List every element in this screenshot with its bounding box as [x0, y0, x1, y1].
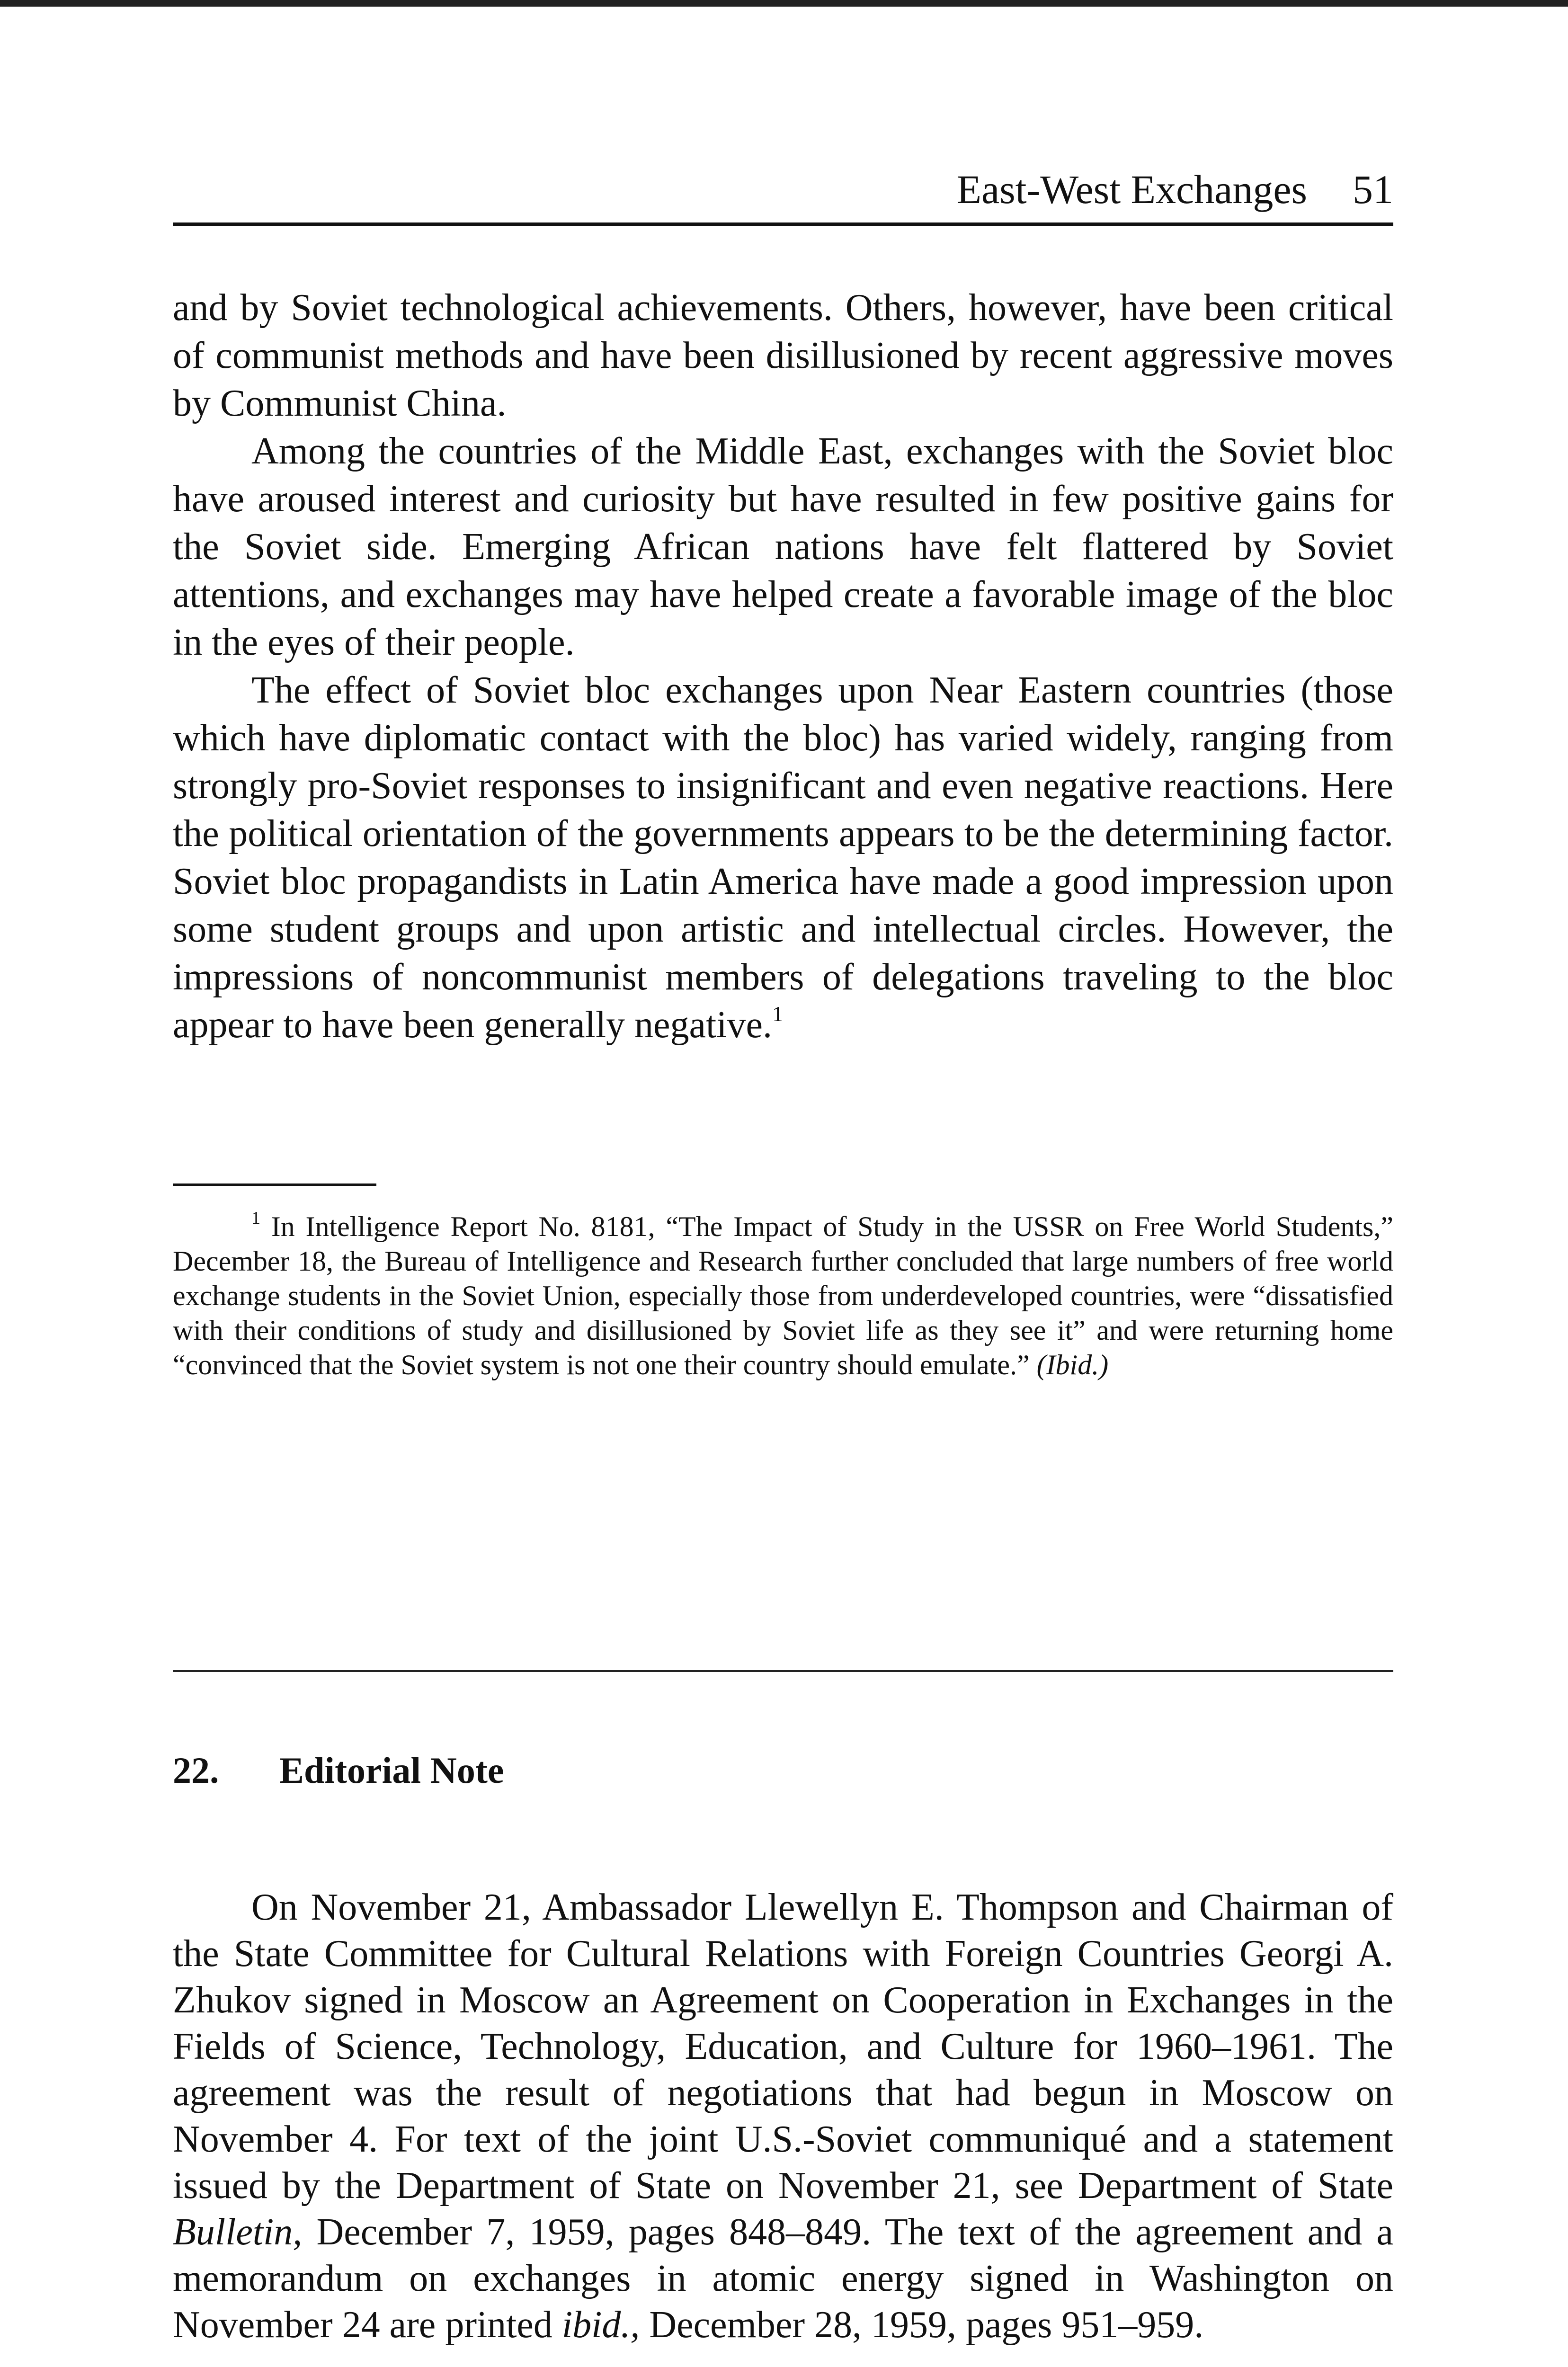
footnote — [173, 1210, 1393, 1382]
running-head — [173, 166, 1393, 213]
footnote-citation: (Ibid.) — [1036, 1349, 1109, 1380]
section-title: Editorial Note — [279, 1750, 504, 1791]
running-head-title: East-West Exchanges — [956, 167, 1307, 212]
footnote-reference: 1 — [772, 1002, 784, 1026]
publication-title: Bulletin, — [173, 2211, 303, 2253]
body-text — [173, 284, 1393, 1049]
header-rule — [173, 222, 1393, 226]
editorial-note-paragraph — [173, 1884, 1393, 2348]
editorial-text-part-1: On November 21, Ambassador Llewellyn E. Thompson and Chairman of the State Committee for Cultural Relations with Foreign Countries Georgi A. Zhukov signed in Moscow an Agreement on Cooperation in Exchanges in the Fields of Science, Technology, Education, and Culture for 1960–1961. The agreement was the result of negotiations that had begun in Moscow on November 4. For text of the joint U.S.-Soviet communiqué and a statement issued by the Department of State on November 21, see Department of State — [173, 1886, 1393, 2207]
editorial-text-part-3: December 28, 1959, pages 951–959. — [649, 2304, 1204, 2346]
footnote-marker: 1 — [251, 1208, 260, 1228]
editorial-text-part-2: December 7, 1959, pages 848–849. The text of the agreement and a memorandum on exchanges in atomic energy signed in Washington on November 24 are printed — [173, 2211, 1394, 2346]
scan-top-edge — [0, 0, 1568, 7]
footnote-rule — [173, 1184, 376, 1186]
section-divider — [173, 1670, 1393, 1672]
body-paragraph: Among the countries of the Middle East, exchanges with the Soviet bloc have aroused interest and curiosity but have resulted in few positive gains for the Soviet side. Emerging African nations have felt flattered by Soviet attentions, and exchanges may have helped create a favorable image of the bloc in the eyes of their people. — [173, 430, 1393, 663]
page-number: 51 — [1353, 167, 1393, 212]
body-paragraph — [173, 667, 1393, 1049]
body-paragraph-text: The effect of Soviet bloc exchanges upon Near Eastern countries (those which have diplomatic contact with the bloc) has varied widely, ranging from strongly pro-Soviet responses to insignificant and even negative reactions. Here the political orientation of the governments appears to be the determining factor. Soviet bloc propagandists in Latin America have made a good impression upon some student groups and upon artistic and intellectual circles. However, the impressions of noncommunist members of delegations traveling to the bloc appear to have been generally negative. — [173, 669, 1393, 1046]
section-number: 22. — [173, 1750, 219, 1791]
ibid-reference: ibid., — [561, 2304, 640, 2346]
section-heading — [173, 1748, 504, 1793]
footnote-text: In Intelligence Report No. 8181, “The Impact of Study in the USSR on Free World Students,” December 18, the Bureau of Intelligence and Research further concluded that large numbers of free world exchange students in the Soviet Union, especially those from underdeveloped countries, were “dissatisfied with their conditions of study and disillusioned by Soviet life as they see it” and were returning home “convinced that the Soviet system is not one their country should emulate.” — [173, 1211, 1394, 1380]
body-paragraph-continued: and by Soviet technological achievements. Others, however, have been critical of communist methods and have been disillusioned by recent aggressive moves by Communist China. — [173, 287, 1393, 424]
